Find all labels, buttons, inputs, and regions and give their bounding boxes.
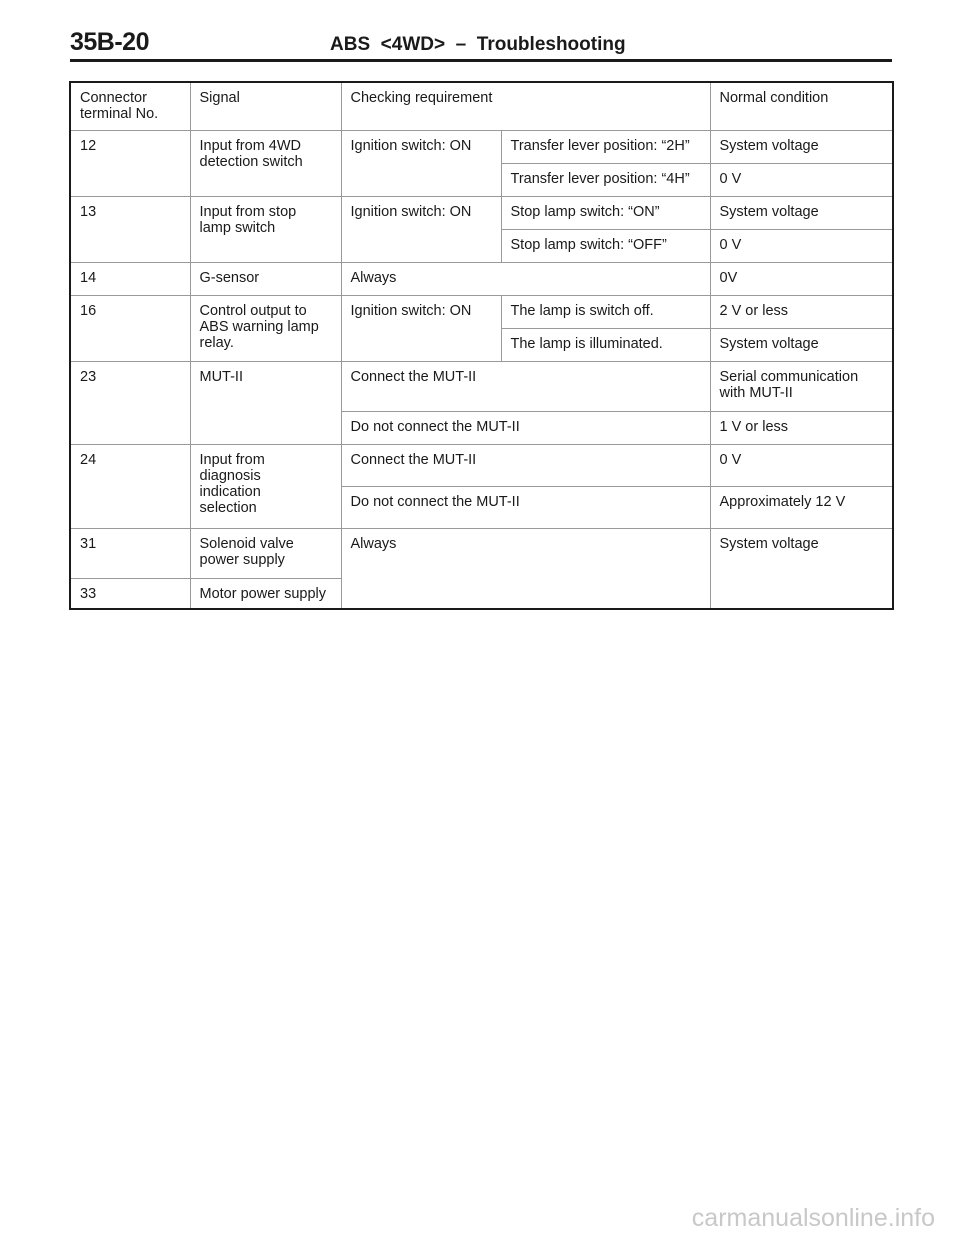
table-row xyxy=(70,528,893,578)
signal-cell: Input from 4WD detection switch xyxy=(190,130,341,196)
header-rule xyxy=(70,59,892,62)
condition-cell: Do not connect the MUT-II xyxy=(341,486,710,528)
header-normal-condition: Normal condition xyxy=(710,82,893,130)
normal-cell: 0 V xyxy=(710,444,893,486)
header-checking-requirement: Checking requirement xyxy=(341,82,710,130)
table-header-row xyxy=(70,82,893,130)
terminal-cell: 12 xyxy=(70,130,190,196)
signal-cell: Input from diagnosis indication selection xyxy=(190,444,341,528)
normal-cell: 1 V or less xyxy=(710,411,893,444)
requirement-cell: Ignition switch: ON xyxy=(341,295,501,361)
normal-cell: Serial communication with MUT-II xyxy=(710,361,893,411)
page-title: ABS <4WD> – Troubleshooting xyxy=(330,34,626,55)
table-row xyxy=(70,262,893,295)
condition-cell: Transfer lever position: “2H” xyxy=(501,130,710,163)
condition-cell: Do not connect the MUT-II xyxy=(341,411,710,444)
signal-cell: Control output to ABS warning lamp relay. xyxy=(190,295,341,361)
terminal-cell: 24 xyxy=(70,444,190,528)
condition-cell: Transfer lever position: “4H” xyxy=(501,163,710,196)
terminal-cell: 16 xyxy=(70,295,190,361)
page-number: 35B-20 xyxy=(70,28,149,56)
normal-cell: 0 V xyxy=(710,163,893,196)
normal-cell: System voltage xyxy=(710,528,893,609)
terminal-cell: 33 xyxy=(70,578,190,609)
terminal-cell: 13 xyxy=(70,196,190,262)
header-terminal: Connector terminal No. xyxy=(70,82,190,130)
requirement-cell: Ignition switch: ON xyxy=(341,130,501,196)
condition-cell: Stop lamp switch: “ON” xyxy=(501,196,710,229)
normal-cell: 0V xyxy=(710,262,893,295)
signal-cell: MUT-II xyxy=(190,361,341,444)
normal-cell: Approximately 12 V xyxy=(710,486,893,528)
signal-cell: Solenoid valve power supply xyxy=(190,528,341,578)
connector-terminal-table xyxy=(69,81,894,610)
normal-cell: 0 V xyxy=(710,229,893,262)
table-row xyxy=(70,196,893,229)
signal-cell: Input from stop lamp switch xyxy=(190,196,341,262)
table-row xyxy=(70,361,893,411)
condition-cell: Stop lamp switch: “OFF” xyxy=(501,229,710,262)
requirement-cell: Always xyxy=(341,528,710,609)
terminal-cell: 23 xyxy=(70,361,190,444)
header-signal: Signal xyxy=(190,82,341,130)
terminal-cell: 31 xyxy=(70,528,190,578)
normal-cell: 2 V or less xyxy=(710,295,893,328)
watermark-text: carmanualsonline.info xyxy=(691,1204,935,1232)
terminal-cell: 14 xyxy=(70,262,190,295)
signal-cell: G-sensor xyxy=(190,262,341,295)
table-row xyxy=(70,444,893,486)
table-row xyxy=(70,130,893,163)
table-row xyxy=(70,295,893,328)
condition-cell: The lamp is switch off. xyxy=(501,295,710,328)
condition-cell: Connect the MUT-II xyxy=(341,444,710,486)
normal-cell: System voltage xyxy=(710,196,893,229)
requirement-cell: Always xyxy=(341,262,710,295)
signal-cell: Motor power supply xyxy=(190,578,341,609)
condition-cell: Connect the MUT-II xyxy=(341,361,710,411)
normal-cell: System voltage xyxy=(710,130,893,163)
normal-cell: System voltage xyxy=(710,328,893,361)
requirement-cell: Ignition switch: ON xyxy=(341,196,501,262)
condition-cell: The lamp is illuminated. xyxy=(501,328,710,361)
